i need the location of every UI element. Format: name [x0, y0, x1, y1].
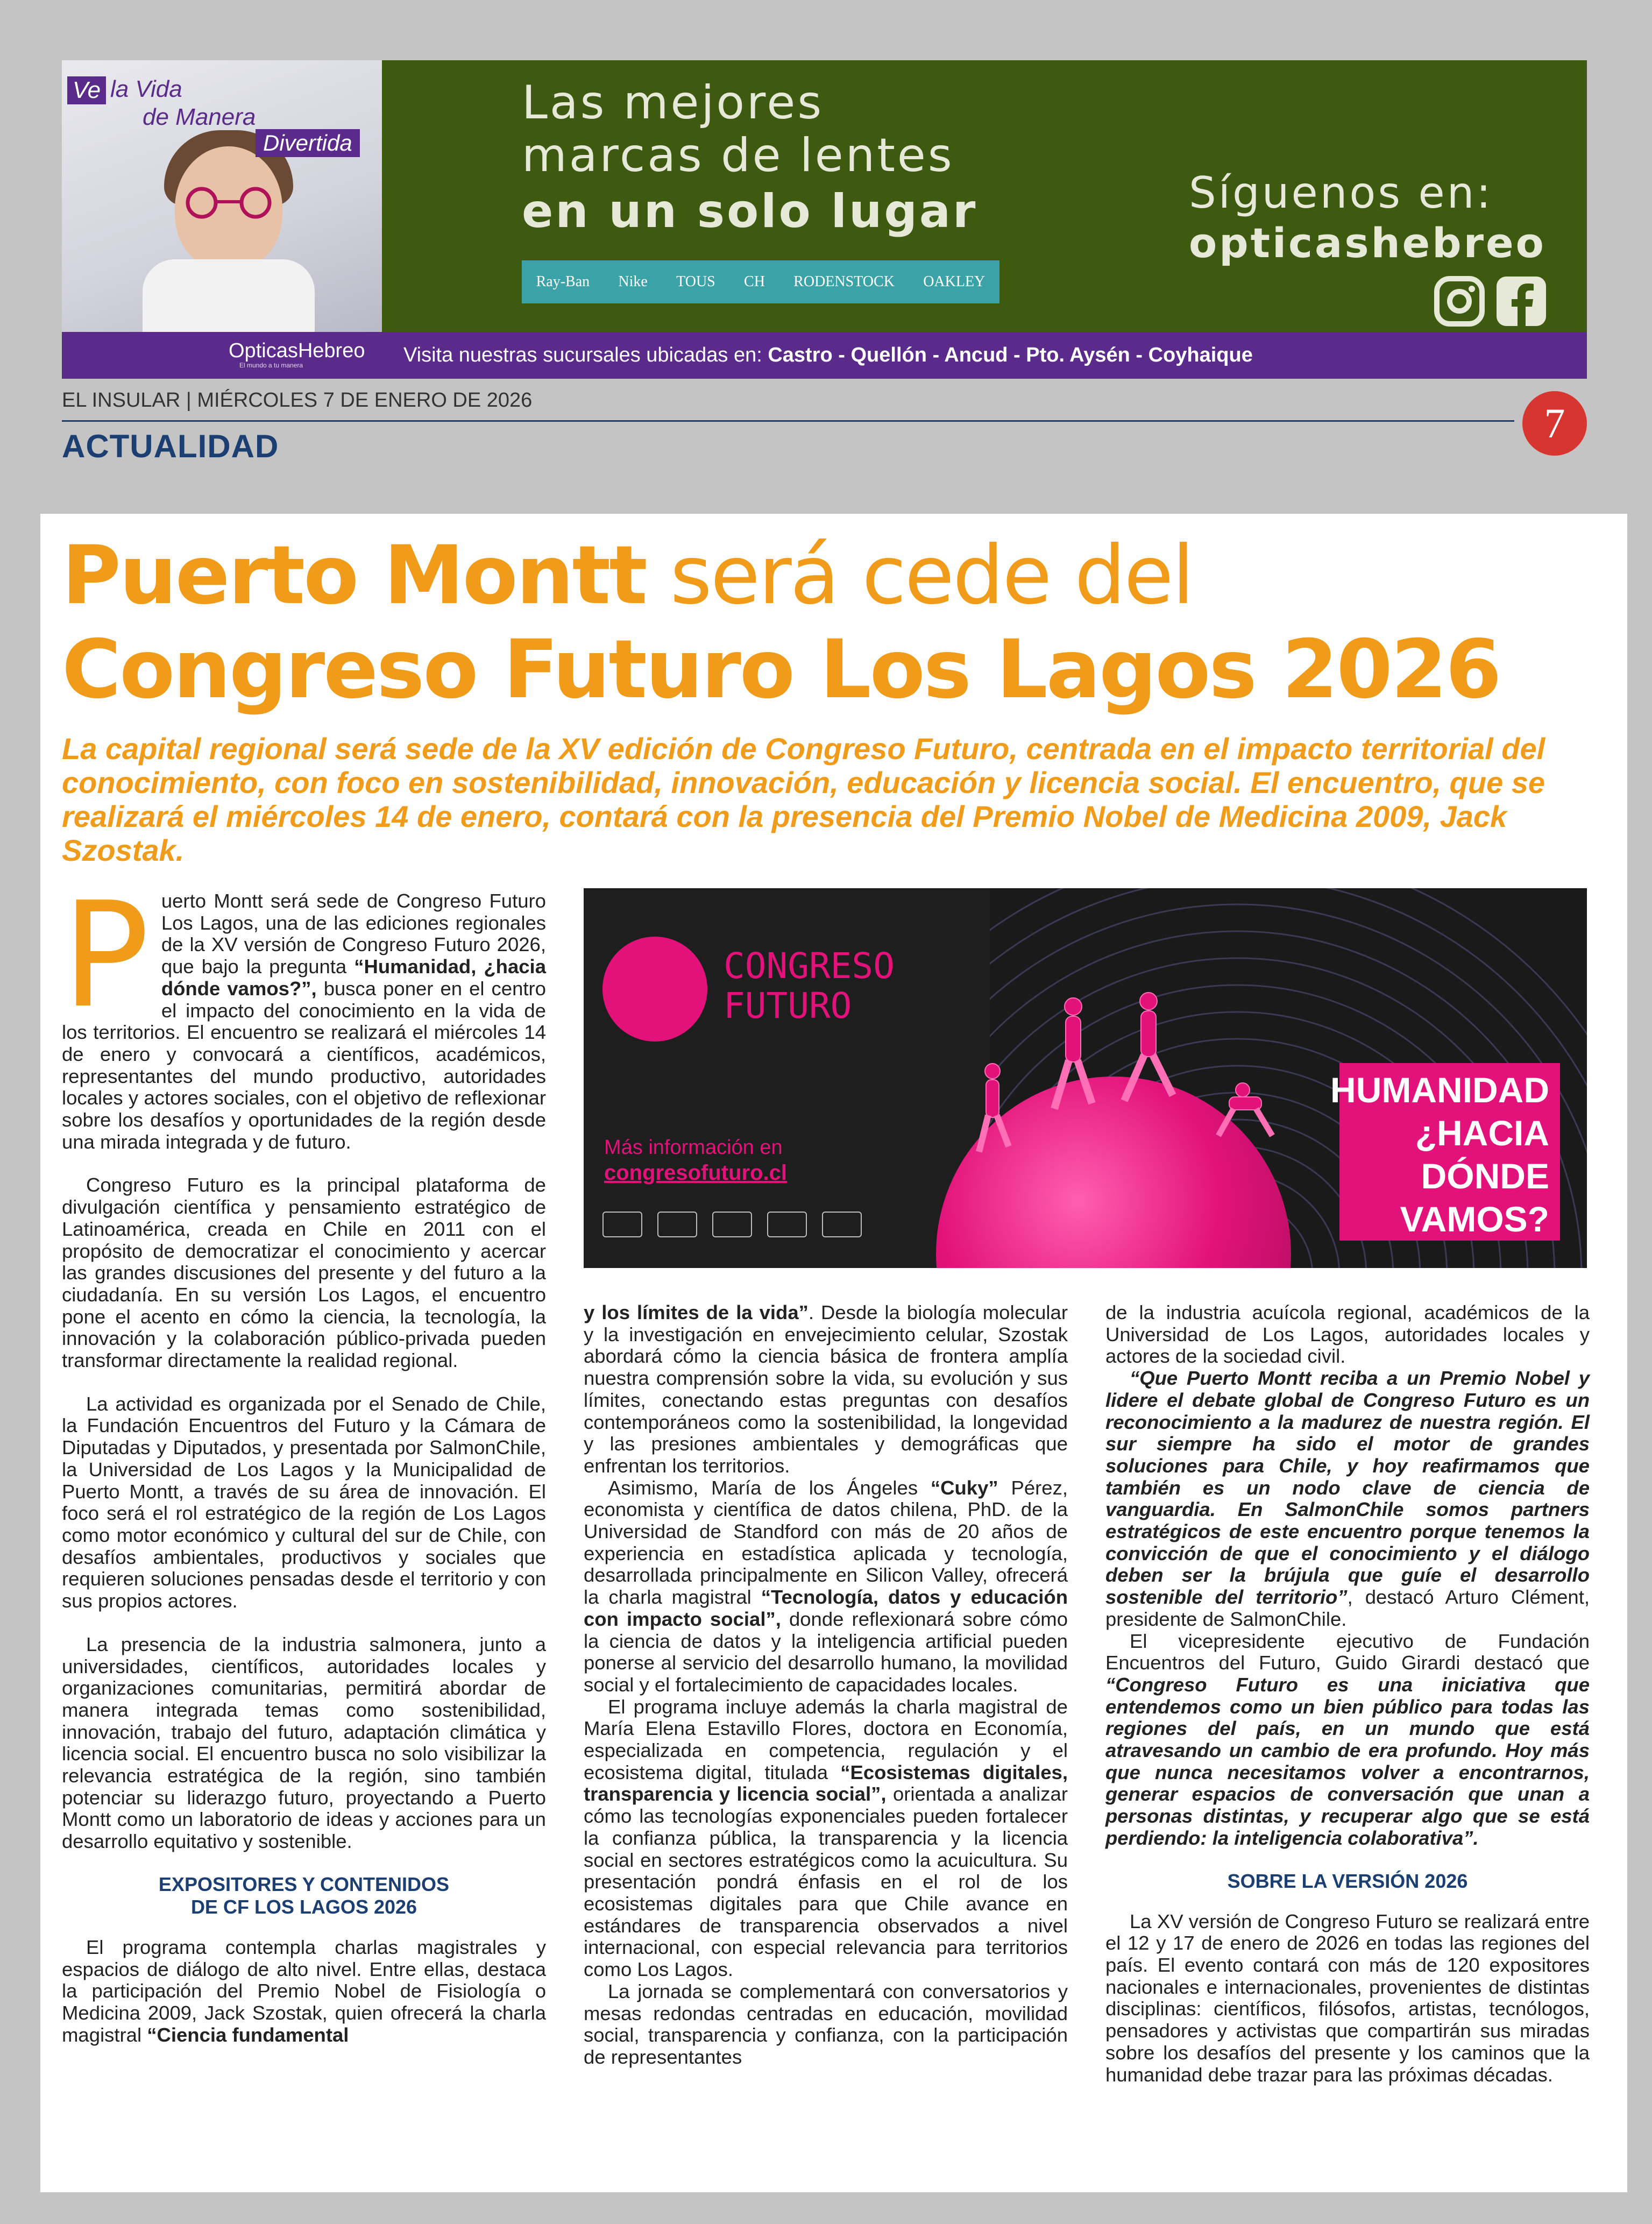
promo-tag-line: ¿HACIA [1415, 1113, 1549, 1153]
section-label: ACTUALIDAD [62, 428, 279, 464]
masthead-line: EL INSULAR | MIÉRCOLES 7 DE ENERO DE 2026 [62, 389, 533, 412]
article-lede: La capital regional será sede de la XV edición de Congreso Futuro, centrada en el impacto territorial del conocimiento, con foco en sostenibilidad, innovación, educación y licencia social. El encuentro, que se realizará el miércoles 14 de enero, contará con la presencia del Premio Nobel de Medicina 2009, Jack Szostak. [62, 732, 1545, 867]
paragraph [62, 1937, 546, 2046]
paragraph: La jornada se complementará con conversatorios y mesas redondas centradas en educación, movilidad social, transparencia y confianza, con la participación de representantes [584, 1980, 1068, 2068]
facebook-icon[interactable] [1495, 275, 1547, 327]
promo-tag-line: HUMANIDAD [1330, 1070, 1549, 1110]
paragraph [584, 1696, 1068, 1981]
ad-headline-3: en un solo lugar [522, 185, 978, 238]
brand-nike: Nike [618, 273, 648, 290]
sponsor-logo [712, 1212, 752, 1237]
ad-headline-2: marcas de lentes [522, 129, 954, 182]
text: donde reflexionará sobre cómo la ciencia de datos y la inteligencia artificial pueden ponerse al servicio del desarrollo humano, la movilidad social y el fortalecimiento de capacidades locales. [584, 1607, 1068, 1696]
ad-ve-line2: de Manera [143, 104, 256, 130]
ad-headline-1: Las mejores [522, 76, 824, 130]
promo-info-label: Más información en [604, 1136, 783, 1159]
paragraph: La presencia de la industria salmonera, junto a universidades, científicos, autoridades locales y organizaciones comunitarias, permitirá abordar de manera integrada temas como sostenibilidad, innovación, trabajo del futuro, adaptación climática y licencia social. El encuentro busca no solo visibilizar la relevancia estratégica de la región, sino también potenciar su liderazgo futuro, proyectando a Puerto Montt como un laboratorio de ideas y acciones para un desarrollo equitativo y sostenible. [62, 1633, 546, 1853]
promo-brand-line: CONGRESO [724, 945, 895, 987]
headline-light: será cede del [646, 529, 1193, 622]
ad-logo: OpticasHebreo [229, 339, 365, 362]
ad-follow-label: Síguenos en: [1189, 168, 1493, 218]
quote: “Congreso Futuro es una iniciativa que entendemos como un bien público para todas las regiones del país, en un mundo que está atravesando un cambio de era profundo. Hoy más que nunca necesitamos volver a encontrarnos, generar espacios de conversación que unan a personas distintas, y recuperar algo que se está perdiendo: la inteligencia colaborativa”. [1105, 1673, 1590, 1849]
ad-ve-box: Ve [67, 76, 106, 104]
text: orientada a analizar cómo las tecnologías exponenciales pueden fortalecer la confianza pública, la transparencia y la licencia social en sectores estratégicos como la acuicultura. Su presentación pondrá énfasis en el rol de los ecosistemas digitales para que Chile avance en estándares de transparencia observados a nivel internacional, con especial relevancia para territorios como Los Lagos. [584, 1783, 1068, 1981]
paragraph: La actividad es organizada por el Senado de Chile, la Fundación Encuentros del Futuro y la Cámara de Diputadas y Diputados, y presentada por SalmonChile, la Universidad de Los Lagos y la Municipalidad de Puerto Montt, a través de su área de innovación. El foco será el rol estratégico de la región de Los Lagos como motor económico y cultural del sur de Chile, con desafíos ambientales, productivos y sociales que requieren soluciones pensadas desde el territorio y con sus propios actores. [62, 1392, 546, 1612]
ad-branches-text [403, 342, 1253, 369]
page-number-badge: 7 [1522, 391, 1587, 456]
promo-brand-line: FUTURO [724, 985, 852, 1026]
brand-tous: TOUS [676, 273, 715, 290]
sponsor-logo [822, 1212, 862, 1237]
talk-title: y los límites de la vida” [584, 1301, 809, 1323]
talk-title: “Ecosistemas digitales, transparencia y licencia social”, [584, 1761, 1068, 1805]
ad-logo-tagline: El mundo a tu manera [239, 362, 303, 369]
subheading-version: SOBRE LA VERSIÓN 2026 [1227, 1869, 1468, 1892]
brand-oakley: OAKLEY [923, 273, 985, 290]
nickname: “Cuky” [930, 1476, 998, 1499]
talk-title: “Tecnología, datos y educación con impacto social”, [584, 1586, 1068, 1630]
ad-ve-rest: la Vida [110, 76, 182, 102]
text: busca poner en el centro el impacto del conocimiento en la vida de los territorios. El encuentro se realizará el miércoles 14 de enero y convocará a científicos, académicos, representantes del mundo productivo, autoridades locales y actores sociales, con el objetivo de reflexionar sobre los desafíos y oportunidades de la región desde una mirada integrada y de futuro. [62, 977, 546, 1153]
sponsor-logo [657, 1212, 697, 1237]
promo-tag-line: DÓNDE [1421, 1156, 1549, 1196]
paragraph [1105, 1631, 1590, 1850]
talk-title: “Ciencia fundamental [147, 2023, 349, 2046]
congreso-futuro-promo-image [584, 888, 1587, 1268]
article-column-3 [1105, 1302, 1590, 2086]
promo-brand-dot [602, 937, 707, 1042]
paragraph: La XV versión de Congreso Futuro se realizará entre el 12 y 17 de enero de 2026 en todas las regiones del país. El evento contará con más de 120 expositores nacionales e internacionales, provenientes de distintas disciplinas: científicos, filósofos, artistas, tecnólogos, pensadores y activistas que compartirán sus miradas sobre los desafíos del presente y los caminos que la humanidad debe trazar para las próximas décadas. [1105, 1910, 1590, 2086]
instagram-icon[interactable] [1434, 275, 1485, 327]
article-column-1 [62, 870, 546, 2046]
ad-girl-shirt [143, 259, 315, 332]
text: Pérez, economista y científica de datos chilena, PhD. de la Universidad de Standford con más de 20 años de experiencia en estadística aplicada y tecnología, desarrollada principalmente en Silicon Valley, ofrecerá la charla magistral [584, 1476, 1068, 1609]
brand-rayban: Ray-Ban [536, 273, 590, 290]
subheading-line: EXPOSITORES Y CONTENIDOS [158, 1873, 450, 1895]
paragraph [584, 1302, 1068, 1477]
text: El programa incluye además la charla magistral de María Elena Estavillo Flores, doctora en Economía, especializada en competencia, regulación y el ecosistema digital, titulada [584, 1695, 1068, 1783]
headline-bold: Puerto Montt [62, 529, 646, 622]
promo-brand [724, 946, 895, 1026]
headline-line-2: Congreso Futuro Los Lagos 2026 [62, 623, 1500, 717]
headline-line-1 [62, 530, 1193, 621]
promo-sponsor-logos [602, 1208, 936, 1241]
ad-glasses-icon [178, 187, 280, 219]
brand-ch: CH [744, 273, 765, 290]
ad-visit-places: Castro - Quellón - Ancud - Pto. Aysén - Coyhaique [768, 344, 1253, 366]
question-quote: “Humanidad, ¿hacia dónde vamos?”, [161, 955, 546, 1000]
sponsor-logo [767, 1212, 807, 1237]
paragraph [584, 1477, 1068, 1696]
paragraph [1105, 1368, 1590, 1630]
masthead-rule [62, 420, 1514, 422]
promo-question-tag [1330, 1063, 1560, 1241]
sponsor-logo [602, 1212, 642, 1237]
promo-url-link[interactable]: congresofuturo.cl [604, 1161, 788, 1185]
text: El programa contempla charlas magistrales y espacios de diálogo de alto nivel. Entre ellas, destaca la participación del Premio Nobel de Fisiología o Medicina 2009, Jack Szostak, quien ofrecerá la charla magistral [62, 1936, 546, 2046]
promo-walking-figures-icon [928, 974, 1304, 1189]
text: , destacó Arturo Clément, presidente de SalmonChile. [1105, 1586, 1590, 1630]
ad-banner[interactable] [62, 60, 1587, 379]
text: . Desde la biología molecular y la investigación en envejecimiento celular, Szostak abordará cómo la ciencia básica de frontera amplía nuestra comprensión sobre la vida, su evolución y sus límites, conectando estas preguntas con desafíos contemporáneos como la sostenibilidad, la longevidad y las presiones ambientales y demográficas que enfrentan los territorios. [584, 1301, 1068, 1477]
ad-social-handle: opticashebreo [1189, 219, 1546, 267]
subheading-line: DE CF LOS LAGOS 2026 [190, 1895, 417, 1918]
drop-cap: P [62, 870, 150, 1040]
text: El vicepresidente ejecutivo de Fundación Encuentros del Futuro, Guido Girardi destacó que [1105, 1630, 1590, 1674]
paragraph: Congreso Futuro es la principal plataforma de divulgación científica y pensamiento estratégico de Latinoamérica, creada en Chile en 2011 con el propósito de democratizar el conocimiento y acercar las grandes discusiones del presente y del futuro a la ciudadanía. En su versión Los Lagos, el encuentro pone el acento en cómo la ciencia, la tecnología, la innovación y la colaboración público-privada pueden transformar directamente la realidad regional. [62, 1174, 546, 1372]
ad-visit-prefix: Visita nuestras sucursales ubicadas en: [403, 344, 762, 366]
paragraph [62, 870, 546, 1153]
ad-photo [62, 60, 382, 332]
subheading-expositores [62, 1873, 546, 1918]
paragraph: de la industria acuícola regional, académicos de la Universidad de Los Lagos, autoridades locales y actores de la sociedad civil. [1105, 1301, 1590, 1368]
ad-ve-divertida: Divertida [256, 129, 360, 157]
brand-rodenstock: RODENSTOCK [793, 273, 895, 290]
article-column-2 [584, 1302, 1068, 2069]
ad-brand-strip [522, 260, 999, 303]
quote: “Que Puerto Montt reciba a un Premio Nobel y lidere el debate global de Congreso Futuro es un reconocimiento a la madurez de nuestra región. El sur siempre ha sido el motor de grandes soluciones para Chile, y hoy reafirmamos que también es un nodo clave de ciencia de vanguardia. En SalmonChile somos partners estratégicos de este encuentro porque tenemos la convicción de que el conocimiento y el diálogo deben ser la brújula que guíe el desarrollo sostenible del territorio” [1105, 1367, 1590, 1609]
text: Asimismo, María de los Ángeles [608, 1476, 931, 1499]
text: uerto Montt será sede de Congreso Futuro Los Lagos, una de las ediciones regionales de la XV versión de Congreso Futuro 2026, que bajo la pregunta [161, 890, 546, 978]
promo-tag-line: VAMOS? [1400, 1199, 1549, 1239]
